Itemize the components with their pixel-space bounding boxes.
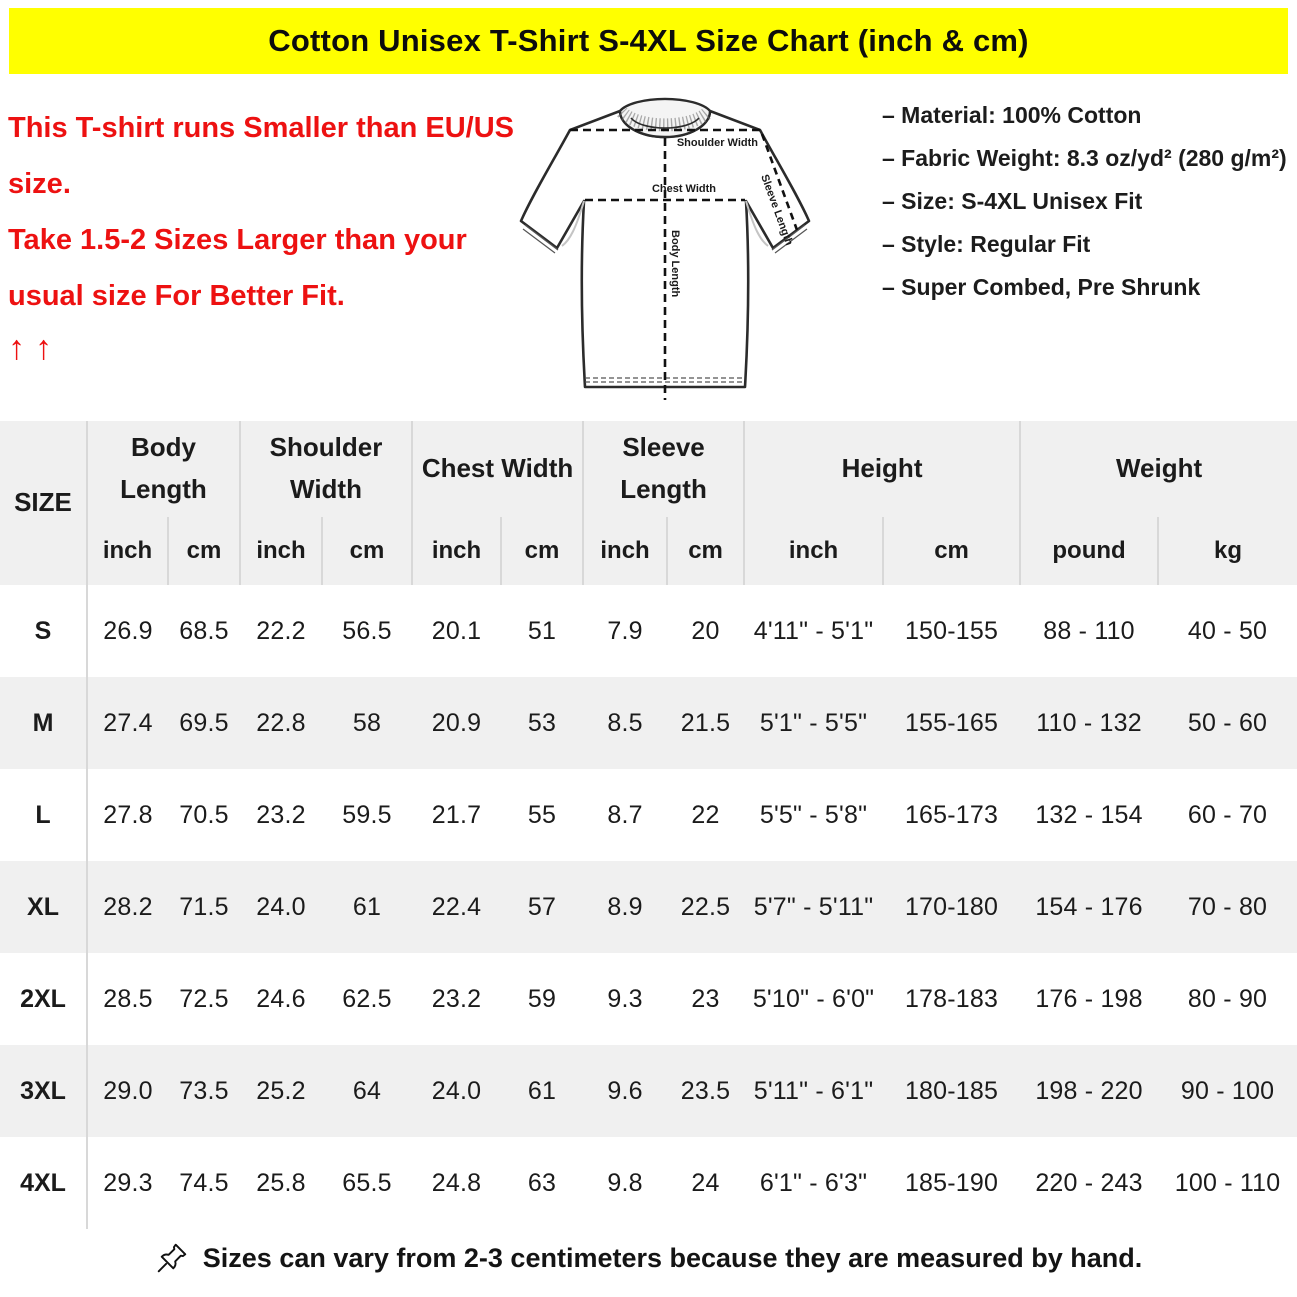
size-cell: XL [0, 861, 87, 953]
group-header-height: Height [744, 421, 1020, 517]
data-cell: 21.5 [680, 708, 731, 737]
data-cell: 9.8 [607, 1168, 643, 1197]
unit-header: cm [667, 517, 744, 585]
data-cell: 8.9 [607, 892, 643, 921]
data-cell: 155-165 [904, 708, 999, 737]
unit-header: inch [412, 517, 501, 585]
product-specs [882, 94, 1294, 309]
size-cell: S [0, 585, 87, 677]
size-chart-table [0, 421, 1297, 1229]
data-cell: 9.3 [607, 984, 643, 1013]
spec-item: – Super Combed, Pre Shrunk [882, 274, 1201, 300]
data-cell: 5'1" - 5'5" [759, 708, 868, 737]
data-cell: 57 [527, 892, 557, 921]
data-cell: 23.2 [431, 984, 482, 1013]
size-table-body [0, 585, 1297, 1229]
data-cell: 25.2 [256, 1076, 306, 1105]
group-header-body-length: Body Length [87, 421, 240, 517]
size-cell: 2XL [0, 953, 87, 1045]
data-cell: 165-173 [904, 800, 999, 829]
table-row [0, 1045, 1297, 1137]
data-cell: 50 - 60 [1187, 708, 1268, 737]
data-cell: 74.5 [179, 1168, 229, 1197]
data-cell: 23 [691, 984, 720, 1013]
size-cell: L [0, 769, 87, 861]
data-cell: 178-183 [904, 984, 999, 1013]
data-cell: 28.5 [103, 984, 153, 1013]
table-row [0, 1137, 1297, 1229]
fit-notice [8, 100, 518, 372]
sleeve-length-label: Sleeve Length [758, 172, 795, 248]
data-cell: 24.6 [256, 984, 306, 1013]
group-header-sleeve-length: Sleeve Length [583, 421, 744, 517]
data-cell: 58 [352, 708, 382, 737]
size-cell: 4XL [0, 1137, 87, 1229]
data-cell: 90 - 100 [1180, 1076, 1275, 1105]
body-length-label: Body Length [669, 230, 681, 298]
data-cell: 71.5 [179, 892, 229, 921]
data-cell: 61 [527, 1076, 557, 1105]
data-cell: 24 [691, 1168, 720, 1197]
data-cell: 24.8 [431, 1168, 482, 1197]
data-cell: 20.1 [431, 616, 482, 645]
data-cell: 21.7 [431, 800, 482, 829]
group-header-chest-width: Chest Width [412, 421, 583, 517]
top-section [0, 74, 1297, 419]
data-cell: 72.5 [179, 984, 229, 1013]
unit-header: cm [322, 517, 412, 585]
data-cell: 198 - 220 [1035, 1076, 1143, 1105]
data-cell: 20 [691, 616, 720, 645]
data-cell: 170-180 [904, 892, 999, 921]
data-cell: 40 - 50 [1187, 616, 1268, 645]
table-row [0, 677, 1297, 769]
data-cell: 23.5 [680, 1076, 731, 1105]
data-cell: 29.3 [103, 1168, 153, 1197]
spec-item: – Fabric Weight: 8.3 oz/yd² (280 g/m²) [882, 145, 1287, 171]
unit-header: inch [583, 517, 667, 585]
data-cell: 24.0 [256, 892, 306, 921]
data-cell: 56.5 [342, 616, 392, 645]
data-cell: 62.5 [342, 984, 392, 1013]
data-cell: 29.0 [103, 1076, 153, 1105]
data-cell: 65.5 [342, 1168, 392, 1197]
data-cell: 68.5 [179, 616, 229, 645]
chest-width-label: Chest Width [651, 183, 716, 195]
unit-header: cm [501, 517, 583, 585]
data-cell: 5'10" - 6'0" [752, 984, 875, 1013]
data-cell: 22.2 [256, 616, 306, 645]
data-cell: 22.5 [680, 892, 731, 921]
tshirt-measurement-diagram [500, 88, 830, 418]
footer-note-text: Sizes can vary from 2-3 centimeters because they are measured by hand. [202, 1242, 1143, 1273]
data-cell: 59.5 [342, 800, 392, 829]
data-cell: 69.5 [179, 708, 229, 737]
data-cell: 220 - 243 [1035, 1168, 1143, 1197]
size-column-header: SIZE [0, 421, 87, 585]
data-cell: 63 [527, 1168, 557, 1197]
unit-header: pound [1020, 517, 1158, 585]
data-cell: 176 - 198 [1035, 984, 1143, 1013]
data-cell: 23.2 [256, 800, 306, 829]
spec-item: – Size: S-4XL Unisex Fit [882, 188, 1143, 214]
data-cell: 70.5 [179, 800, 229, 829]
data-cell: 59 [527, 984, 557, 1013]
data-cell: 60 - 70 [1187, 800, 1268, 829]
header-unit-row [0, 517, 1297, 585]
data-cell: 24.0 [431, 1076, 482, 1105]
header-group-row [0, 421, 1297, 517]
data-cell: 150-155 [904, 616, 999, 645]
unit-header: inch [744, 517, 883, 585]
data-cell: 55 [527, 800, 557, 829]
unit-header: cm [168, 517, 240, 585]
data-cell: 154 - 176 [1035, 892, 1143, 921]
data-cell: 7.9 [607, 616, 643, 645]
data-cell: 6'1" - 6'3" [759, 1168, 868, 1197]
data-cell: 132 - 154 [1035, 800, 1143, 829]
data-cell: 20.9 [431, 708, 482, 737]
table-row [0, 585, 1297, 677]
data-cell: 5'7" - 5'11" [753, 892, 874, 921]
data-cell: 22 [691, 800, 720, 829]
up-arrows-icon: ↑↑ [8, 329, 62, 367]
data-cell: 73.5 [179, 1076, 229, 1105]
data-cell: 27.4 [103, 708, 153, 737]
specs-list [882, 94, 1294, 309]
page-title: Cotton Unisex T-Shirt S-4XL Size Chart (inch & cm) [268, 23, 1029, 58]
data-cell: 8.7 [607, 800, 643, 829]
shoulder-width-label: Shoulder Width [676, 137, 758, 149]
data-cell: 51 [527, 616, 557, 645]
data-cell: 64 [352, 1076, 382, 1105]
data-cell: 22.8 [256, 708, 306, 737]
data-cell: 88 - 110 [1043, 616, 1135, 645]
data-cell: 100 - 110 [1174, 1168, 1281, 1197]
size-cell: M [0, 677, 87, 769]
notice-line: Take 1.5-2 Sizes Larger than your usual size For Better Fit. [8, 224, 467, 312]
data-cell: 4'11" - 5'1" [753, 616, 874, 645]
group-header-weight: Weight [1020, 421, 1297, 517]
table-header [0, 421, 1297, 585]
pushpin-icon [155, 1241, 189, 1275]
data-cell: 110 - 132 [1036, 708, 1142, 737]
spec-item: – Material: 100% Cotton [882, 102, 1142, 128]
data-cell: 61 [352, 892, 382, 921]
table-row [0, 861, 1297, 953]
data-cell: 5'5" - 5'8" [759, 800, 868, 829]
data-cell: 28.2 [103, 892, 153, 921]
tshirt-diagram-svg [500, 88, 830, 418]
notice-line: This T-shirt runs Smaller than EU/US size. [8, 112, 514, 200]
table-row [0, 953, 1297, 1045]
data-cell: 53 [527, 708, 557, 737]
spec-item: – Style: Regular Fit [882, 231, 1091, 257]
title-banner [9, 8, 1288, 74]
data-cell: 80 - 90 [1187, 984, 1268, 1013]
data-cell: 180-185 [904, 1076, 999, 1105]
unit-header: cm [883, 517, 1020, 585]
unit-header: inch [87, 517, 168, 585]
data-cell: 8.5 [607, 708, 643, 737]
data-cell: 25.8 [256, 1168, 306, 1197]
data-cell: 185-190 [904, 1168, 999, 1197]
group-header-shoulder-width: Shoulder Width [240, 421, 412, 517]
unit-header: kg [1158, 517, 1297, 585]
unit-header: inch [240, 517, 322, 585]
data-cell: 5'11" - 6'1" [753, 1076, 874, 1105]
data-cell: 27.8 [103, 800, 153, 829]
data-cell: 26.9 [103, 616, 153, 645]
table-row [0, 769, 1297, 861]
data-cell: 9.6 [607, 1076, 643, 1105]
data-cell: 22.4 [431, 892, 482, 921]
footer-note [0, 1229, 1297, 1287]
notice-lines [8, 100, 518, 324]
size-cell: 3XL [0, 1045, 87, 1137]
data-cell: 70 - 80 [1187, 892, 1268, 921]
